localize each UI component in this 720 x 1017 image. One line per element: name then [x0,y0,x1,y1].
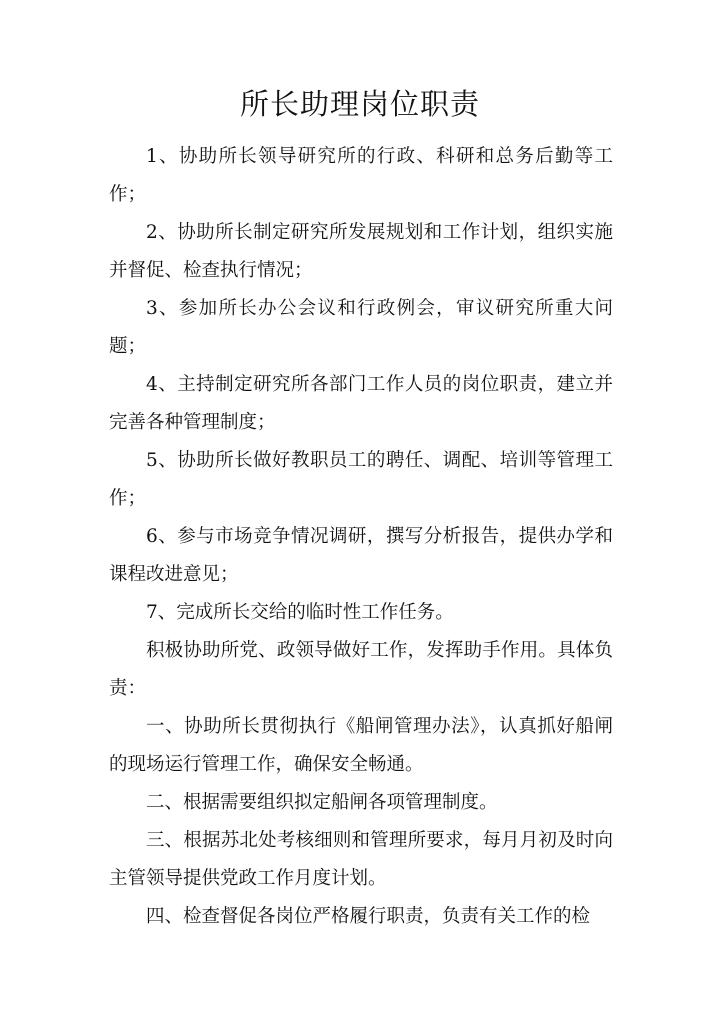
paragraph-4: 4、主持制定研究所各部门工作人员的岗位职责，建立并完善各种管理制度； [109,374,613,433]
paragraph-5: 5、协助所长做好教职员工的聘任、调配、培训等管理工作； [109,450,613,509]
paragraph-1: 1、协助所长领导研究所的行政、科研和总务后勤等工作； [109,146,613,205]
paragraph-intro: 积极协助所党、政领导做好工作，发挥助手作用。具体负责： [109,640,613,699]
paragraph-6: 6、参与市场竞争情况调研，撰写分析报告，提供办学和课程改进意见； [109,526,613,585]
paragraph-item-2: 二、根据需要组织拟定船闸各项管理制度。 [146,792,498,813]
paragraph-2: 2、协助所长制定研究所发展规划和工作计划，组织实施并督促、检查执行情况； [109,222,613,281]
paragraph-item-3: 三、根据苏北处考核细则和管理所要求，每月月初及时向主管领导提供党政工作月度计划。 [109,830,613,889]
document-body [109,138,613,936]
paragraph-7: 7、完成所长交给的临时性工作任务。 [146,602,454,623]
paragraph-item-4: 四、检查督促各岗位严格履行职责，负责有关工作的检 [146,906,591,927]
paragraph-item-1: 一、协助所长贯彻执行《船闸管理办法》，认真抓好船闸的现场运行管理工作，确保安全畅通。 [109,716,613,775]
paragraph-3: 3、参加所长办公会议和行政例会，审议研究所重大问题； [109,298,613,357]
document-title: 所长助理岗位职责 [239,87,480,121]
